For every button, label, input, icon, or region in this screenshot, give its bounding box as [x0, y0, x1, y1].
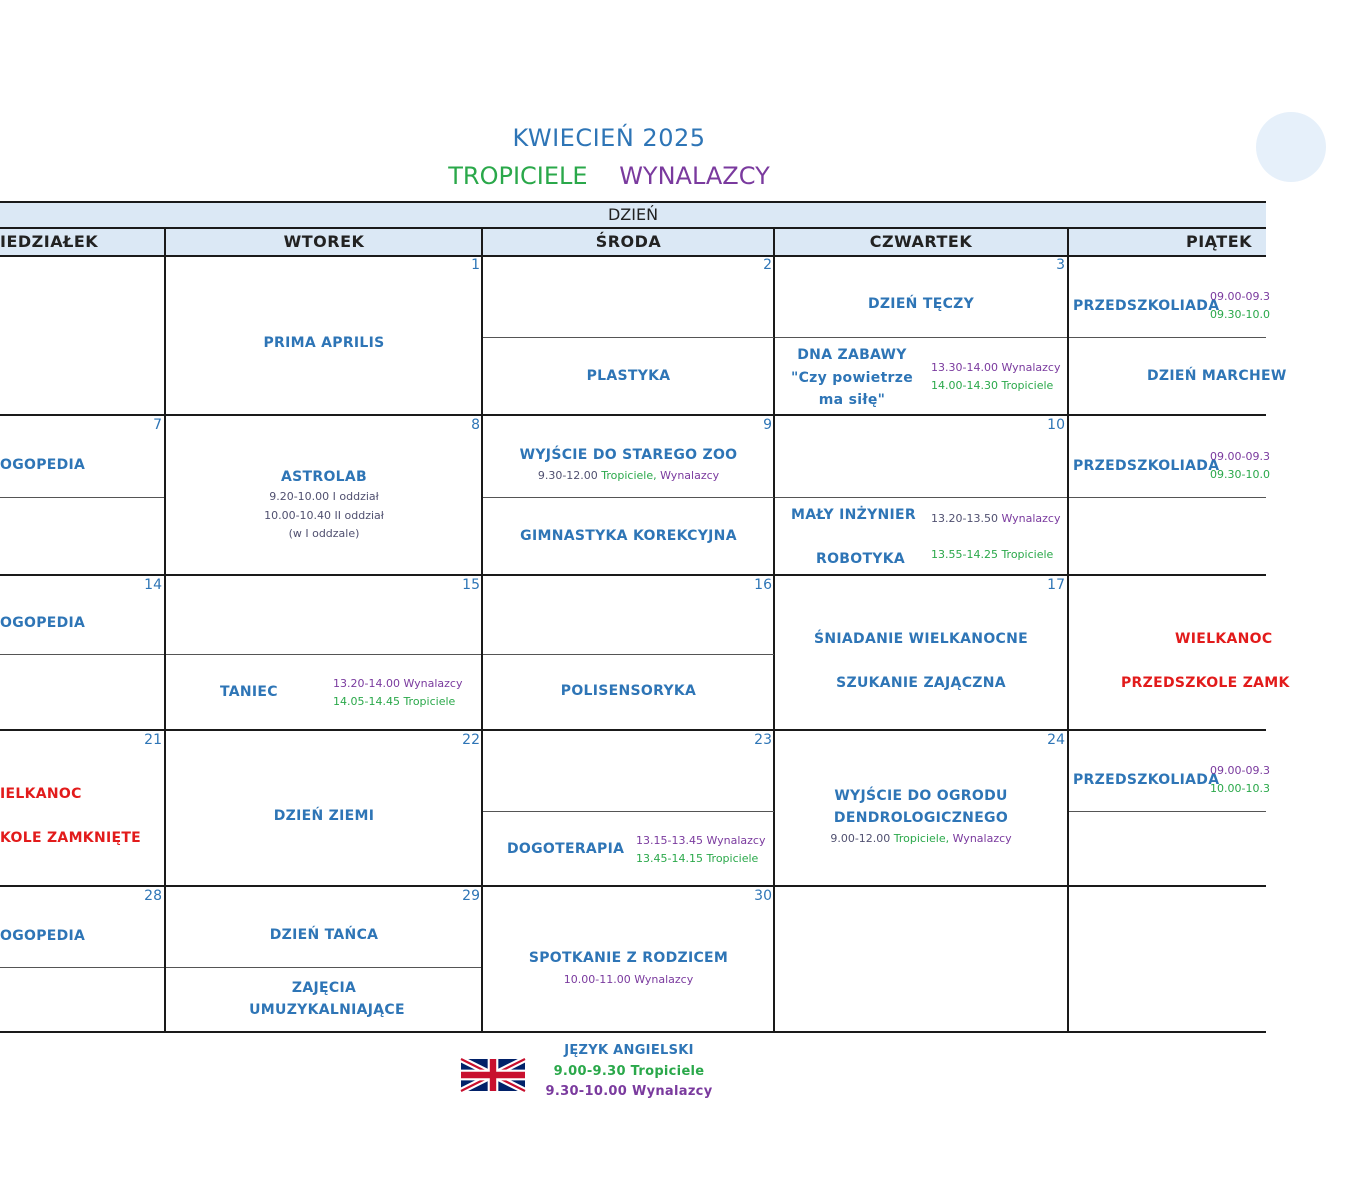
event-taniec: TANIEC	[220, 684, 278, 700]
event-dzien-teczy: DZIEŃ TĘCZY	[867, 296, 975, 312]
group-wynalazcy: WYNALAZCY	[619, 162, 770, 190]
band-label: DZIEŃ	[607, 205, 659, 224]
event-plastyka: PLASTYKA	[586, 368, 671, 384]
grid-line	[1067, 227, 1069, 1033]
event-dzien-ziemi: DZIEŃ ZIEMI	[273, 808, 375, 824]
event-time: 10.00-10.3	[1210, 782, 1270, 795]
event-przedszkole-zamkniete: KOLE ZAMKNIĘTE	[0, 830, 142, 846]
group-label: Wynalazcy	[660, 469, 720, 482]
day-number: 7	[153, 417, 162, 433]
event-time: 10.00-11.00 Wynalazcy	[563, 973, 694, 986]
day-number: 28	[144, 888, 162, 904]
day-number: 29	[462, 888, 480, 904]
weekday-wednesday: ŚRODA	[595, 232, 662, 251]
event-time: 13.15-13.45 Wynalazcy	[636, 834, 766, 847]
event-time-row	[775, 832, 1067, 845]
day-number: 23	[754, 732, 772, 748]
grid-line	[0, 255, 1266, 257]
event-time: 13.20-14.00 Wynalazcy	[333, 677, 463, 690]
group-label: Wynalazcy	[1001, 512, 1061, 525]
event-time: 10.00-10.40 II oddział	[264, 509, 384, 522]
grid-line	[0, 1031, 1266, 1033]
weekday-friday: PIĄTEK	[1185, 232, 1253, 251]
day-number: 16	[754, 577, 772, 593]
cell-divider	[775, 497, 1067, 498]
event-przedszkole-zamkniete: PRZEDSZKOLE ZAMK	[1121, 675, 1290, 691]
event-przedszkoliada: PRZEDSZKOLIADA	[1073, 458, 1220, 474]
cell-divider	[1069, 337, 1266, 338]
event-time: 13.55-14.25 Tropiciele	[931, 548, 1054, 561]
cell-divider	[0, 497, 164, 498]
group-label: Tropiciele,	[893, 832, 950, 845]
cell-divider	[166, 967, 481, 968]
event-dogoterapia: DOGOTERAPIA	[507, 841, 625, 857]
event-wielkanoc: WIELKANOC	[1175, 631, 1273, 647]
event-astrolab: ASTROLAB	[281, 469, 367, 485]
grid-line	[0, 414, 1266, 416]
footer-english-tropiciele: 9.00-9.30 Tropiciele	[553, 1064, 705, 1079]
event-time: 9.20-10.00 I oddział	[269, 490, 379, 503]
event-dna-zabawy-subtitle: "Czy powietrze	[790, 370, 914, 386]
event-wyjscie-ogrod: WYJŚCIE DO OGRODU	[834, 788, 1008, 804]
event-wielkanoc: IELKANOC	[0, 786, 82, 802]
cell-divider	[483, 811, 774, 812]
grid-line	[0, 729, 1266, 731]
uk-flag-icon	[461, 1057, 525, 1093]
cell-divider	[166, 654, 481, 655]
day-number: 21	[144, 732, 162, 748]
event-polisensoryka: POLISENSORYKA	[560, 683, 697, 699]
group-names	[0, 162, 1218, 190]
day-number: 24	[1047, 732, 1065, 748]
event-time: 09.30-10.0	[1210, 468, 1270, 481]
event-logopedia: OGOPEDIA	[0, 457, 86, 473]
day-number: 8	[471, 417, 480, 433]
event-time: 9.00-12.00	[830, 832, 891, 845]
event-szukanie: SZUKANIE ZAJĄCZNA	[836, 675, 1006, 691]
event-time-row	[931, 512, 1061, 525]
event-wyjscie-ogrod-subtitle: DENDROLOGICZNEGO	[833, 810, 1009, 826]
event-spotkanie: SPOTKANIE Z RODZICEM	[528, 950, 729, 966]
cell-divider	[0, 654, 164, 655]
footer-english-title: JĘZYK ANGIELSKI	[564, 1043, 694, 1058]
day-number: 2	[763, 257, 772, 273]
group-tropiciele: TROPICIELE	[448, 162, 588, 190]
day-number: 3	[1056, 257, 1065, 273]
group-label: Tropiciele,	[601, 469, 657, 482]
event-dna-zabawy: DNA ZABAWY	[797, 347, 907, 363]
event-time: 13.30-14.00 Wynalazcy	[931, 361, 1061, 374]
grid-line	[0, 227, 1266, 229]
cell-divider	[0, 967, 164, 968]
event-dna-zabawy-subtitle: ma siłę"	[818, 392, 886, 408]
cell-divider	[775, 337, 1067, 338]
grid-line	[0, 574, 1266, 576]
event-dzien-tanca: DZIEŃ TAŃCA	[269, 927, 379, 943]
group-label: Wynalazcy	[952, 832, 1012, 845]
grid-line	[0, 201, 1266, 203]
event-time: 09.00-09.3	[1210, 290, 1270, 303]
weekday-monday: IEDZIAŁEK	[0, 232, 99, 251]
cell-divider	[483, 654, 774, 655]
grid-line	[773, 227, 775, 1033]
event-maly-inzynier: MAŁY INŻYNIER	[791, 507, 916, 523]
event-time: 14.00-14.30 Tropiciele	[931, 379, 1054, 392]
event-time: 13.45-14.15 Tropiciele	[636, 852, 759, 865]
event-note: (w I oddzale)	[288, 527, 360, 540]
event-dzien-marchewki: DZIEŃ MARCHEW	[1147, 368, 1287, 384]
footer-english-wynalazcy: 9.30-10.00 Wynalazcy	[545, 1084, 713, 1099]
event-prima-aprilis: PRIMA APRILIS	[263, 335, 385, 351]
event-time: 14.05-14.45 Tropiciele	[333, 695, 456, 708]
cell-divider	[1069, 811, 1266, 812]
day-number: 14	[144, 577, 162, 593]
day-number: 1	[471, 257, 480, 273]
cell-divider	[483, 337, 774, 338]
event-time: 9.30-12.00	[537, 469, 598, 482]
event-time-row	[483, 469, 774, 482]
event-time: 09.00-09.3	[1210, 764, 1270, 777]
day-number: 10	[1047, 417, 1065, 433]
weekday-tuesday: WTOREK	[283, 232, 365, 251]
decorative-circle	[1256, 112, 1326, 182]
day-number: 9	[763, 417, 772, 433]
event-przedszkoliada: PRZEDSZKOLIADA	[1073, 298, 1220, 314]
event-przedszkoliada: PRZEDSZKOLIADA	[1073, 772, 1220, 788]
event-wyjscie-zoo: WYJŚCIE DO STAREGO ZOO	[519, 447, 738, 463]
day-number: 15	[462, 577, 480, 593]
event-gimnastyka: GIMNASTYKA KOREKCYJNA	[520, 528, 737, 544]
event-time: 09.30-10.0	[1210, 308, 1270, 321]
event-time: 09.00-09.3	[1210, 450, 1270, 463]
day-number: 30	[754, 888, 772, 904]
event-robotyka: ROBOTYKA	[816, 551, 906, 567]
day-number: 17	[1047, 577, 1065, 593]
grid-line	[0, 885, 1266, 887]
event-sniadanie: ŚNIADANIE WIELKANOCNE	[814, 631, 1028, 647]
event-time: 13.20-13.50	[931, 512, 998, 525]
event-zajecia: ZAJĘCIA	[291, 980, 357, 996]
event-zajecia-subtitle: UMUZYKALNIAJĄCE	[249, 1002, 405, 1018]
cell-divider	[1069, 497, 1266, 498]
cell-divider	[483, 497, 774, 498]
page-title: KWIECIEŃ 2025	[512, 124, 706, 152]
day-number: 22	[462, 732, 480, 748]
weekday-thursday: CZWARTEK	[869, 232, 973, 251]
event-logopedia: OGOPEDIA	[0, 928, 86, 944]
event-logopedia: OGOPEDIA	[0, 615, 86, 631]
